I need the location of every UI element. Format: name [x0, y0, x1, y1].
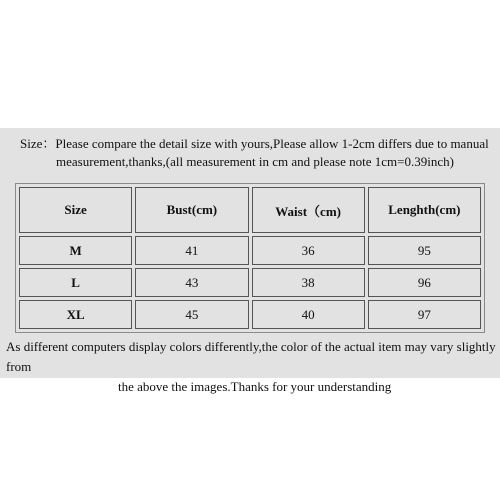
bust-cell: 43: [135, 268, 248, 297]
header-waist: Waist（cm): [252, 187, 365, 233]
table-row: [19, 236, 481, 265]
header-bust: Bust(cm): [135, 187, 248, 233]
header-size: Size: [19, 187, 132, 233]
intro-line-1: Size：Please compare the detail size with yours,Please allow 1-2cm differs due to manual: [20, 136, 489, 151]
length-cell: 96: [368, 268, 481, 297]
note-line-2: the above the images.Thanks for your understanding: [118, 379, 392, 394]
size-table: [15, 183, 485, 333]
waist-cell: 38: [252, 268, 365, 297]
bust-cell: 45: [135, 300, 248, 329]
waist-cell: 36: [252, 236, 365, 265]
intro-line-2: measurement,thanks,(all measurement in cm and please note 1cm=0.39inch): [56, 154, 454, 169]
table-header-row: [19, 187, 481, 233]
header-length: Lenghth(cm): [368, 187, 481, 233]
note-line-1: As different computers display colors differently,the color of the actual item may vary slightly from: [6, 339, 496, 374]
size-cell: L: [19, 268, 132, 297]
waist-cell: 40: [252, 300, 365, 329]
size-intro-text: [20, 135, 490, 171]
length-cell: 97: [368, 300, 481, 329]
table-row: [19, 268, 481, 297]
table-row: [19, 300, 481, 329]
bust-cell: 41: [135, 236, 248, 265]
color-disclaimer-text: [6, 337, 498, 397]
size-cell: M: [19, 236, 132, 265]
length-cell: 95: [368, 236, 481, 265]
size-cell: XL: [19, 300, 132, 329]
